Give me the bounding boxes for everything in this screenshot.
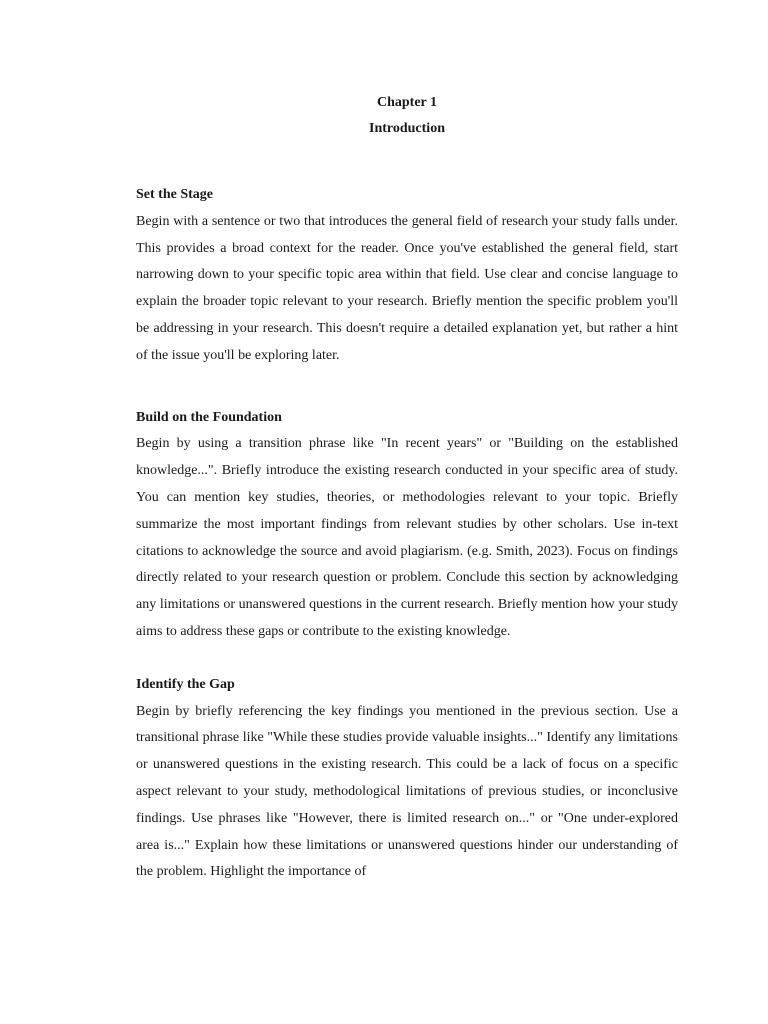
section-body: Begin by using a transition phrase like "In recent years" or "Building on the established knowledge...". Briefly introduce the existing research conducted in your specific area of study. You can mention key studies, theories, or methodologies relevant to your topic. Briefly summarize the most important findings from relevant studies by other scholars. Use in-text citations to acknowledge the source and avoid plagiarism. (e.g. Smith, 2023). Focus on findings directly related to your research question or problem. Conclude this section by acknowledging any limitations or unanswered questions in the current research. Briefly mention how your study aims to address these gaps or contribute to the existing knowledge. bbox=[136, 436, 678, 639]
section-identify-the-gap bbox=[136, 672, 678, 886]
chapter-label: Chapter 1 bbox=[376, 95, 438, 110]
document-content bbox=[136, 90, 678, 886]
section-set-the-stage bbox=[136, 182, 678, 370]
section-body: Begin by briefly referencing the key findings you mentioned in the previous section. Use a transitional phrase like "While these studies provide valuable insights..." Identify any limitations or unanswered questions in the existing research. This could be a lack of focus on a specific aspect relevant to your study, methodological limitations of previous studies, or inconclusive findings. Use phrases like "However, there is limited research on..." or "One under-explored area is..." Explain how these limitations or unanswered questions hinder our understanding of the problem. Highlight the importance of bbox=[136, 703, 678, 880]
section-heading: Build on the Foundation bbox=[136, 409, 282, 425]
chapter-title: Introduction bbox=[369, 121, 445, 136]
section-body: Begin with a sentence or two that introduces the general field of research your study falls under. This provides a broad context for the reader. Once you've established the general field, start narrowing down to your specific topic area within that field. Use clear and concise language to explain the broader topic relevant to your research. Briefly mention the specific problem you'll be addressing in your research. This doesn't require a detailed explanation yet, but rather a hint of the issue you'll be exploring later. bbox=[136, 213, 678, 363]
section-heading: Set the Stage bbox=[136, 187, 213, 202]
section-build-on-the-foundation bbox=[136, 405, 678, 646]
section-heading: Identify the Gap bbox=[136, 676, 235, 692]
